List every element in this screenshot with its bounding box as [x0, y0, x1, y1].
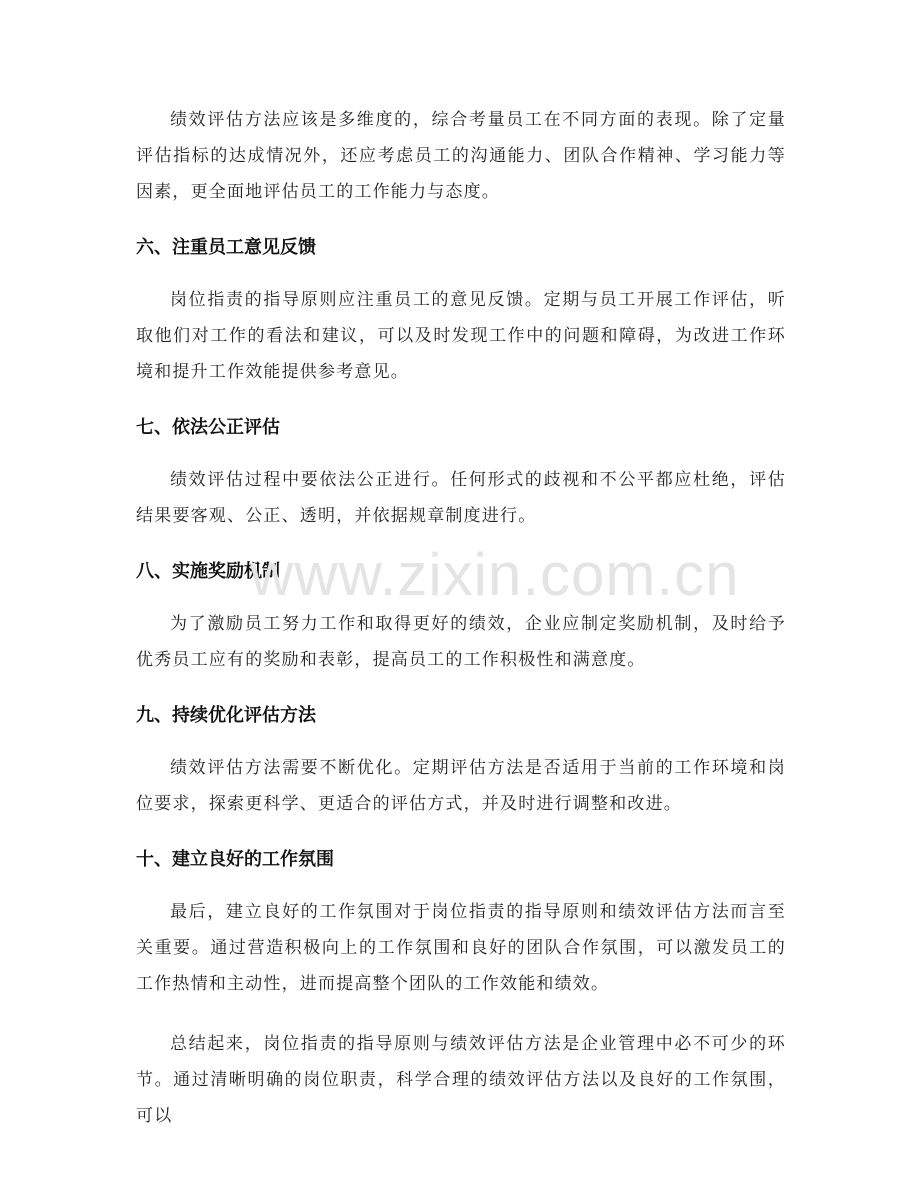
heading-section-8: 八、实施奖励机制	[136, 561, 280, 582]
heading-section-9: 九、持续优化评估方法	[136, 705, 316, 726]
paragraph-summary: 总结起来，岗位指责的指导原则与绩效评估方法是企业管理中必不可少的环节。通过清晰明确的岗位职责，科学合理的绩效评估方法以及良好的工作氛围，可以	[136, 1034, 786, 1126]
watermark-text: www.zixin.com.cn	[250, 541, 740, 608]
paragraph-section-7: 绩效评估过程中要依法公正进行。任何形式的歧视和不公平都应杜绝，评估结果要客观、公正、透明，并依据规章制度进行。	[136, 470, 786, 526]
heading-section-6: 六、注重员工意见反馈	[136, 237, 316, 258]
paragraph-section-9: 绩效评估方法需要不断优化。定期评估方法是否适用于当前的工作环境和岗位要求，探索更科学、更适合的评估方式，并及时进行调整和改进。	[136, 758, 786, 814]
paragraph-section-6: 岗位指责的指导原则应注重员工的意见反馈。定期与员工开展工作评估，听取他们对工作的看法和建议，可以及时发现工作中的问题和障碍，为改进工作环境和提升工作效能提供参考意见。	[136, 290, 786, 382]
heading-section-10: 十、建立良好的工作氛围	[136, 849, 334, 870]
heading-section-7: 七、依法公正评估	[136, 417, 280, 438]
paragraph-multidimensional-evaluation: 绩效评估方法应该是多维度的，综合考量员工在不同方面的表现。除了定量评估指标的达成情况外，还应考虑员工的沟通能力、团队合作精神、学习能力等因素，更全面地评估员工的工作能力与态度。	[136, 110, 786, 202]
paragraph-section-10: 最后，建立良好的工作氛围对于岗位指责的指导原则和绩效评估方法而言至关重要。通过营造积极向上的工作氛围和良好的团队合作氛围，可以激发员工的工作热情和主动性，进而提高整个团队的工作效能和绩效。	[136, 902, 786, 994]
paragraph-section-8: 为了激励员工努力工作和取得更好的绩效，企业应制定奖励机制，及时给予优秀员工应有的奖励和表彰，提高员工的工作积极性和满意度。	[136, 614, 786, 670]
document-body	[136, 102, 786, 1134]
